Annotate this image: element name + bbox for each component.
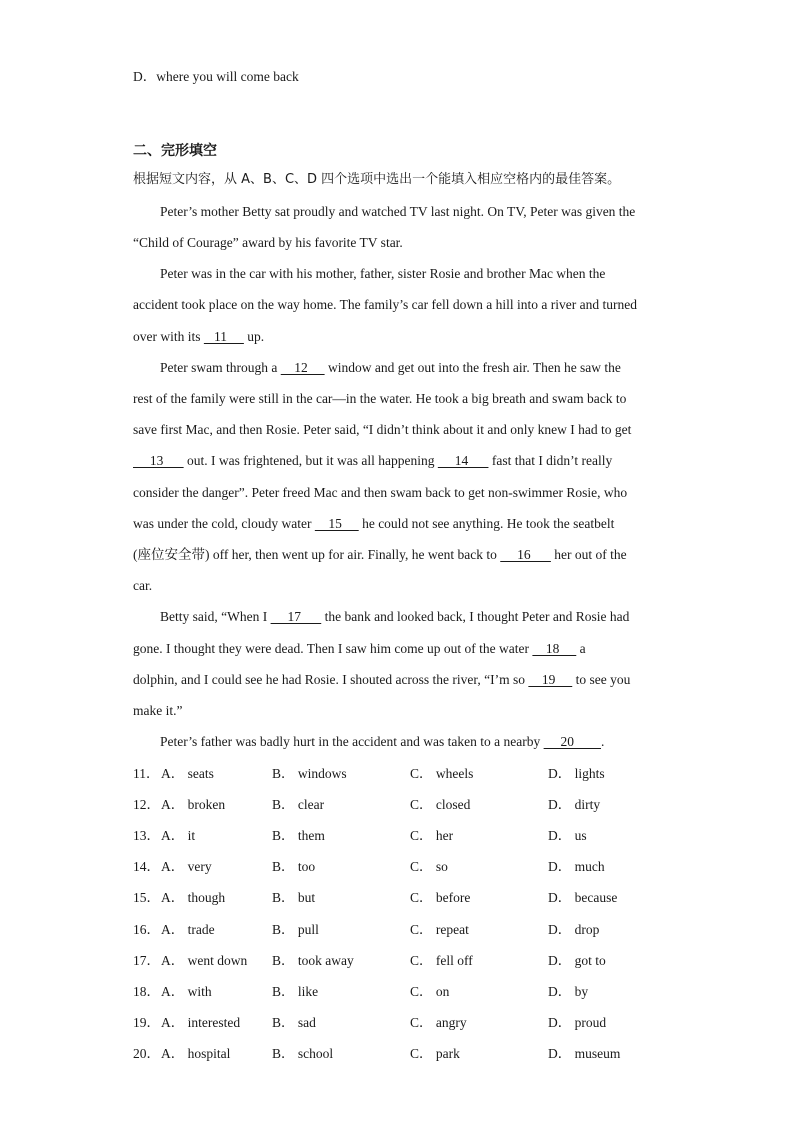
question-row-13 xyxy=(133,827,693,845)
previous-question-option-d: D．where you will come back xyxy=(133,69,299,84)
passage-text: fast that I didn’t really xyxy=(488,453,613,468)
option-d[interactable]: D． because xyxy=(548,890,618,905)
option-a[interactable]: A． trade xyxy=(161,922,215,937)
passage-text: he could not see anything. He took the seatbelt xyxy=(358,516,615,531)
blank-11: 11 xyxy=(203,329,244,344)
passage-line: save first Mac, and then Rosie. Peter said, “I didn’t think about it and only knew I had to get xyxy=(133,422,632,437)
passage-line: rest of the family were still in the car—in the water. He took a big breath and swam back to xyxy=(133,391,627,406)
question-number: 14． xyxy=(133,859,160,874)
question-number: 17． xyxy=(133,953,160,968)
question-number: 18． xyxy=(133,984,160,999)
option-c[interactable]: C． on xyxy=(410,984,450,999)
passage-text: out. I was frightened, but it was all happening xyxy=(183,453,438,468)
option-d[interactable]: D． lights xyxy=(548,766,605,781)
passage-line xyxy=(133,546,627,564)
question-number: 11． xyxy=(133,766,160,781)
question-number: 15． xyxy=(133,890,160,905)
blank-17: 17 xyxy=(270,609,322,624)
option-d[interactable]: D． museum xyxy=(548,1046,621,1061)
passage-line: car. xyxy=(133,578,153,593)
passage-text: was under the cold, cloudy water xyxy=(133,516,315,531)
option-a[interactable]: A． interested xyxy=(161,1015,241,1030)
option-a[interactable]: A． it xyxy=(161,828,196,843)
passage-line: Peter was in the car with his mother, father, sister Rosie and brother Mac when the xyxy=(160,266,606,281)
question-row-20 xyxy=(133,1045,693,1063)
passage-text: to see you xyxy=(572,672,631,687)
option-d[interactable]: D． us xyxy=(548,828,587,843)
passage-text: up. xyxy=(243,329,265,344)
option-c[interactable]: C． fell off xyxy=(410,953,473,968)
passage-text: the bank and looked back, I thought Peter and Rosie had xyxy=(321,609,630,624)
option-a[interactable]: A． with xyxy=(161,984,212,999)
passage-text: . xyxy=(601,734,605,749)
question-number: 20． xyxy=(133,1046,160,1061)
passage-text: gone. I thought they were dead. Then I saw him come up out of the water xyxy=(133,641,533,656)
question-row-17 xyxy=(133,952,693,970)
blank-18: 18 xyxy=(532,641,577,656)
option-a[interactable]: A． went down xyxy=(161,953,248,968)
option-a[interactable]: A． very xyxy=(161,859,212,874)
passage-line xyxy=(160,733,604,751)
option-b[interactable]: B． clear xyxy=(272,797,325,812)
question-row-14 xyxy=(133,858,693,876)
passage-line xyxy=(133,515,614,533)
passage-text: over with its xyxy=(133,329,204,344)
blank-15: 15 xyxy=(314,516,359,531)
blank-19: 19 xyxy=(528,672,573,687)
option-b[interactable]: B． but xyxy=(272,890,316,905)
section-instruction: 根据短文内容，从 A、B、C、D 四个选项中选出一个能填入相应空格内的最佳答案。 xyxy=(133,172,621,187)
passage-line xyxy=(160,359,621,377)
option-c[interactable]: C． angry xyxy=(410,1015,467,1030)
option-c[interactable]: C． closed xyxy=(410,797,471,812)
passage-text: (座位安全带) off her, then went up for air. Finally, he went back to xyxy=(133,547,501,562)
passage-text: Peter’s father was badly hurt in the accident and was taken to a nearby xyxy=(160,734,544,749)
option-b[interactable]: B． took away xyxy=(272,953,354,968)
blank-20: 20 xyxy=(543,734,601,749)
option-c[interactable]: C． before xyxy=(410,890,471,905)
passage-text: dolphin, and I could see he had Rosie. I shouted across the river, “I’m so xyxy=(133,672,529,687)
passage-line: make it.” xyxy=(133,703,183,718)
passage-text: window and get out into the fresh air. Then he saw the xyxy=(324,360,621,375)
question-row-12 xyxy=(133,796,693,814)
option-b[interactable]: B． them xyxy=(272,828,325,843)
option-c[interactable]: C． repeat xyxy=(410,922,469,937)
blank-12: 12 xyxy=(280,360,325,375)
option-d[interactable]: D． proud xyxy=(548,1015,607,1030)
passage-line: accident took place on the way home. The family’s car fell down a hill into a river and turned xyxy=(133,297,637,312)
passage-text: Betty said, “When I xyxy=(160,609,271,624)
option-d[interactable]: D． much xyxy=(548,859,605,874)
passage-text: Peter swam through a xyxy=(160,360,281,375)
question-number: 13． xyxy=(133,828,160,843)
blank-13: 13 xyxy=(133,453,184,468)
option-d[interactable]: D． dirty xyxy=(548,797,601,812)
option-b[interactable]: B． pull xyxy=(272,922,319,937)
question-number: 16． xyxy=(133,922,160,937)
blank-14: 14 xyxy=(437,453,489,468)
passage-text: her out of the xyxy=(550,547,627,562)
passage-line xyxy=(133,452,612,470)
question-row-18 xyxy=(133,983,693,1001)
option-c[interactable]: C． wheels xyxy=(410,766,474,781)
passage-line: consider the danger”. Peter freed Mac and then swam back to get non-swimmer Rosie, who xyxy=(133,485,628,500)
question-row-15 xyxy=(133,889,693,907)
option-a[interactable]: A． seats xyxy=(161,766,214,781)
option-c[interactable]: C． her xyxy=(410,828,454,843)
option-b[interactable]: B． sad xyxy=(272,1015,316,1030)
option-c[interactable]: C． park xyxy=(410,1046,460,1061)
question-number: 12． xyxy=(133,797,160,812)
passage-line: “Child of Courage” award by his favorite TV star. xyxy=(133,235,403,250)
option-b[interactable]: B． school xyxy=(272,1046,334,1061)
blank-16: 16 xyxy=(500,547,551,562)
question-row-16 xyxy=(133,921,693,939)
passage-line xyxy=(133,328,264,346)
question-row-11 xyxy=(133,765,693,783)
passage-line xyxy=(160,608,629,626)
question-number: 19． xyxy=(133,1015,160,1030)
passage-line xyxy=(133,671,630,689)
passage-text: a xyxy=(576,641,586,656)
option-d[interactable]: D． by xyxy=(548,984,589,999)
passage-line xyxy=(133,640,586,658)
option-b[interactable]: B． too xyxy=(272,859,316,874)
option-b[interactable]: B． like xyxy=(272,984,319,999)
option-c[interactable]: C． so xyxy=(410,859,448,874)
passage-line: Peter’s mother Betty sat proudly and watched TV last night. On TV, Peter was given the xyxy=(160,204,636,219)
option-a[interactable]: A． hospital xyxy=(161,1046,231,1061)
option-a[interactable]: A． though xyxy=(161,890,226,905)
option-d[interactable]: D． got to xyxy=(548,953,606,968)
option-a[interactable]: A． broken xyxy=(161,797,226,812)
option-d[interactable]: D． drop xyxy=(548,922,600,937)
question-row-19 xyxy=(133,1014,693,1032)
option-b[interactable]: B． windows xyxy=(272,766,347,781)
section-title: 二、完形填空 xyxy=(133,143,217,159)
